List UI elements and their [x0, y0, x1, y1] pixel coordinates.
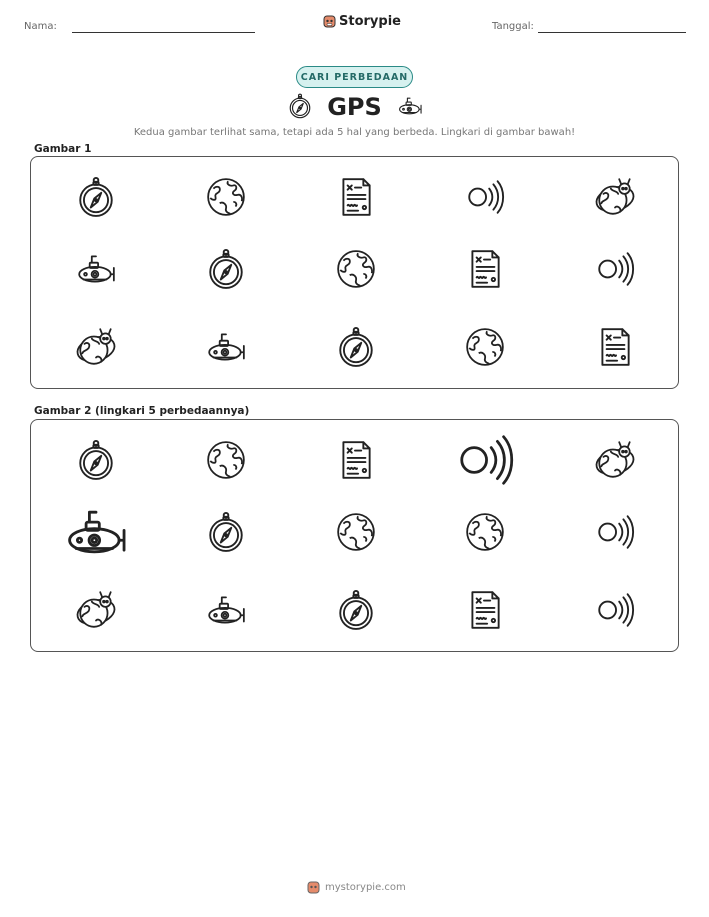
- globe-icon[interactable]: [335, 511, 377, 553]
- globe-bug-icon[interactable]: [594, 439, 636, 481]
- worksheet-title: GPS: [327, 93, 382, 121]
- globe-bug-icon: [594, 176, 636, 218]
- submarine-icon: [205, 326, 247, 368]
- compass-icon[interactable]: [75, 439, 117, 481]
- globe-icon: [205, 176, 247, 218]
- signal-icon: [464, 176, 506, 218]
- name-field[interactable]: [72, 32, 255, 33]
- document-icon: [464, 248, 506, 290]
- document-icon[interactable]: [335, 439, 377, 481]
- globe-bug-icon[interactable]: [75, 589, 117, 631]
- date-field[interactable]: [538, 32, 686, 33]
- brand-mascot-icon: [323, 14, 336, 29]
- globe-icon[interactable]: [205, 439, 247, 481]
- footer: [307, 880, 406, 895]
- footer-mascot-icon: [307, 880, 320, 895]
- section1-label: Gambar 1: [34, 143, 92, 155]
- globe-bug-icon: [75, 326, 117, 368]
- instructions: Kedua gambar terlihat sama, tetapi ada 5 hal yang berbeda. Lingkari di gambar bawah!: [133, 127, 576, 138]
- submarine-icon[interactable]: [63, 499, 129, 565]
- footer-url[interactable]: mystorypie.com: [325, 882, 406, 893]
- name-label: Nama:: [24, 21, 57, 32]
- document-icon: [594, 326, 636, 368]
- compass-icon[interactable]: [335, 589, 377, 631]
- document-icon[interactable]: [464, 589, 506, 631]
- signal-icon[interactable]: [594, 511, 636, 553]
- title-submarine-icon: [396, 93, 424, 119]
- date-label: Tanggal:: [492, 21, 534, 32]
- compass-icon: [75, 176, 117, 218]
- compass-icon: [335, 326, 377, 368]
- globe-icon[interactable]: [464, 511, 506, 553]
- signal-icon[interactable]: [594, 589, 636, 631]
- activity-badge: CARI PERBEDAAN: [296, 66, 413, 88]
- section2-label: Gambar 2 (lingkari 5 perbedaannya): [34, 405, 250, 417]
- compass-icon[interactable]: [205, 511, 247, 553]
- picture1-panel: [30, 156, 679, 389]
- submarine-icon: [75, 248, 117, 290]
- globe-icon: [464, 326, 506, 368]
- document-icon: [335, 176, 377, 218]
- signal-icon[interactable]: [454, 429, 516, 491]
- globe-icon: [335, 248, 377, 290]
- picture2-panel[interactable]: [30, 419, 679, 652]
- compass-icon: [205, 248, 247, 290]
- brand-logo: [323, 14, 401, 29]
- signal-icon: [594, 248, 636, 290]
- brand-name: Storypie: [339, 14, 401, 29]
- submarine-icon[interactable]: [205, 589, 247, 631]
